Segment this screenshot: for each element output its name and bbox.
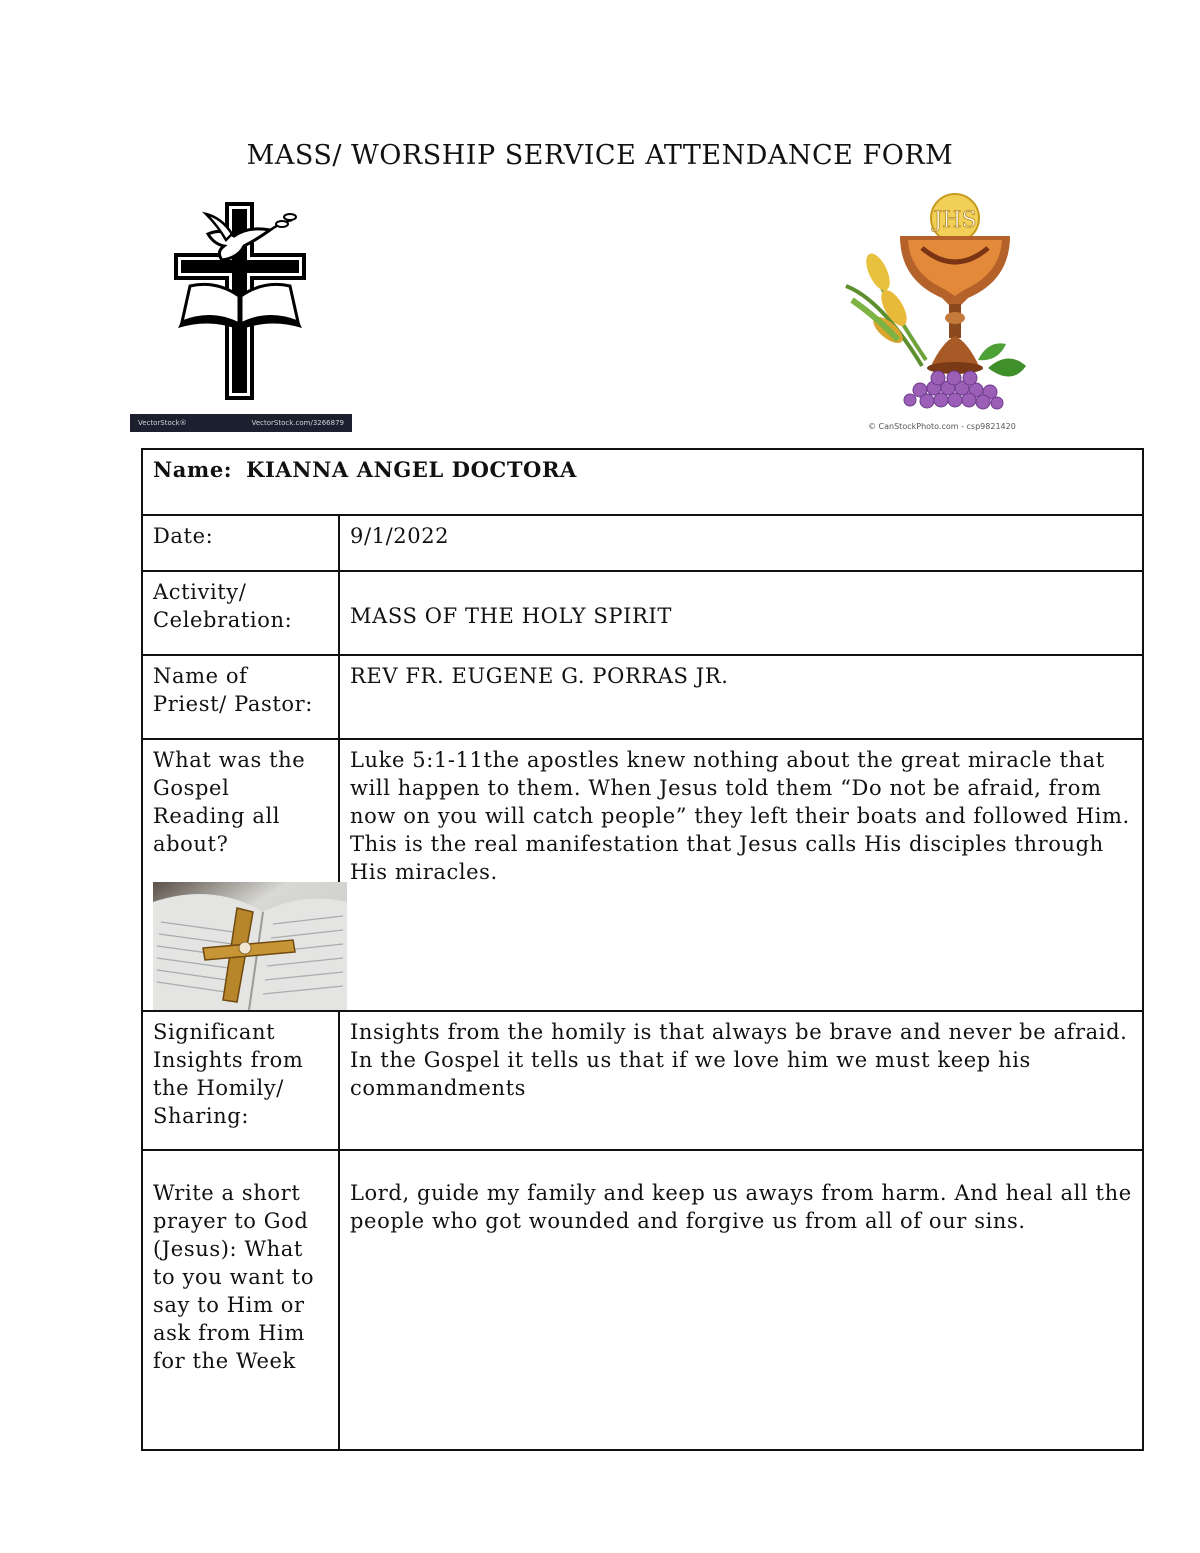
watermark-brand: VectorStock® <box>138 419 187 427</box>
attendance-form-table <box>141 448 1144 1451</box>
prayer-row <box>142 1150 1143 1450</box>
gospel-value: Luke 5:1-11the apostles knew nothing about the great miracle that will happen to them. When Jesus told them “Do not be afraid, from now on you will catch people” they left their boats and followed Him. This is the real manifestation that Jesus calls His disciples through His miracles. <box>339 739 1143 1011</box>
cross-dove-bible-icon <box>130 200 354 412</box>
priest-row <box>142 655 1143 739</box>
prayer-label: Write a short prayer to God (Jesus): What to you want to say to Him or ask from Him for the Week <box>142 1150 339 1450</box>
priest-label: Name of Priest/ Pastor: <box>142 655 339 739</box>
page-title: MASS/ WORSHIP SERVICE ATTENDANCE FORM <box>246 140 954 171</box>
name-row <box>142 449 1143 515</box>
cross-dove-bible-logo <box>130 200 354 432</box>
image-credit: © CanStockPhoto.com - csp9821420 <box>868 422 1016 431</box>
activity-label: Activity/ Celebration: <box>142 571 339 655</box>
gospel-label: What was the Gospel Reading all about? <box>153 748 306 856</box>
name-value: KIANNA ANGEL DOCTORA <box>246 457 577 482</box>
priest-value: REV FR. EUGENE G. PORRAS JR. <box>339 655 1143 739</box>
watermark-id: VectorStock.com/3266879 <box>251 419 344 427</box>
activity-value: MASS OF THE HOLY SPIRIT <box>339 571 1143 655</box>
gospel-row <box>142 739 1143 1011</box>
name-cell <box>142 449 1143 515</box>
watermark-strip <box>130 414 352 432</box>
date-value: 9/1/2022 <box>339 515 1143 571</box>
prayer-value: Lord, guide my family and keep us aways from harm. And heal all the people who got wounded and forgive us from all of our sins. <box>339 1150 1143 1450</box>
chalice-host-grapes-icon <box>838 190 1038 418</box>
chalice-logo <box>838 190 1038 435</box>
insights-label: Significant Insights from the Homily/ Sharing: <box>142 1011 339 1150</box>
bible-cross-photo <box>153 882 347 1010</box>
date-label: Date: <box>142 515 339 571</box>
name-label: Name: <box>153 457 233 482</box>
activity-row <box>142 571 1143 655</box>
host-text: JHS <box>933 208 977 233</box>
insights-value: Insights from the homily is that always be brave and never be afraid. In the Gospel it tells us that if we love him we must keep his commandments <box>339 1011 1143 1150</box>
gospel-label-cell <box>142 739 339 1011</box>
date-row <box>142 515 1143 571</box>
insights-row <box>142 1011 1143 1150</box>
